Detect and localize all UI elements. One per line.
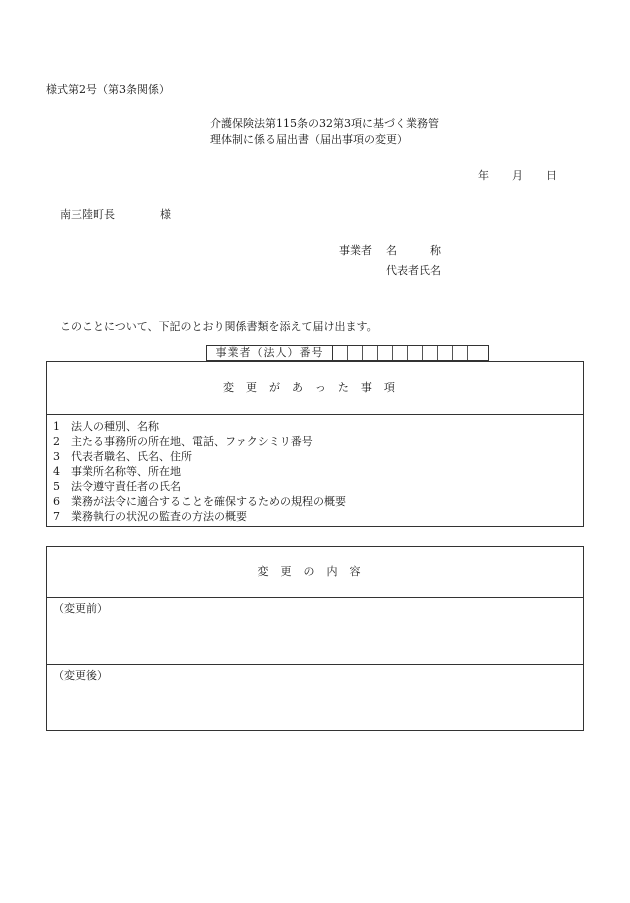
form-number: 様式第2号（第3条関係） (46, 83, 170, 96)
date-line (478, 167, 557, 183)
change-item-number: 4 (53, 465, 60, 478)
year-label: 年 (478, 169, 489, 182)
change-item-number: 1 (53, 420, 60, 433)
business-info (339, 241, 441, 281)
business-number-cell[interactable] (438, 346, 453, 360)
title-line-1: 介護保険法第115条の32第3項に基づく業務管 (210, 117, 439, 130)
business-number-cell[interactable] (333, 346, 348, 360)
month-label: 月 (512, 169, 523, 182)
change-content-table (46, 546, 584, 731)
document-title (210, 116, 439, 148)
changes-table (46, 361, 584, 527)
business-label: 事業者 (339, 244, 372, 257)
change-item-text: 法人の種別、名称 (71, 420, 159, 433)
change-item-text: 主たる事務所の所在地、電話、ファクシミリ番号 (71, 435, 313, 448)
statement: このことについて、下記のとおり関係書類を添えて届け出ます。 (60, 320, 378, 333)
change-item-number: 3 (53, 450, 60, 463)
change-item-number: 5 (53, 480, 60, 493)
change-item (53, 509, 583, 524)
changes-list (47, 415, 583, 524)
change-item (53, 479, 583, 494)
change-item-text: 業務が法令に適合することを確保するための規程の概要 (71, 495, 346, 508)
change-item (53, 419, 583, 434)
addressee-name: 南三陸町長 (60, 208, 115, 221)
after-label: （変更後） (53, 669, 108, 682)
change-item (53, 434, 583, 449)
title-line-2: 理体制に係る届出書（届出事項の変更） (210, 133, 408, 146)
business-number-cell[interactable] (423, 346, 438, 360)
business-number-cell[interactable] (363, 346, 378, 360)
change-item-number: 6 (53, 495, 60, 508)
change-item-number: 7 (53, 510, 60, 523)
change-item (53, 449, 583, 464)
before-label: （変更前） (53, 602, 108, 615)
business-number-field[interactable] (206, 345, 489, 361)
after-section[interactable] (47, 665, 583, 731)
business-number-cell[interactable] (453, 346, 468, 360)
business-number-cell[interactable] (408, 346, 423, 360)
representative-key: 代表者氏名 (386, 264, 441, 277)
business-number-cell[interactable] (378, 346, 393, 360)
addressee (60, 206, 171, 222)
changes-header: 変更があった事項 (47, 362, 583, 415)
business-number-cell[interactable] (348, 346, 363, 360)
change-item-text: 代表者職名、氏名、住所 (71, 450, 192, 463)
addressee-honorific: 様 (160, 208, 171, 221)
business-number-cell[interactable] (468, 346, 488, 360)
change-item (53, 494, 583, 509)
change-item-text: 業務執行の状況の監査の方法の概要 (71, 510, 247, 523)
day-label: 日 (546, 169, 557, 182)
before-section[interactable] (47, 598, 583, 665)
business-number-label: 事業者（法人）番号 (207, 346, 333, 360)
change-item-text: 法令遵守責任者の氏名 (71, 480, 181, 493)
change-item-number: 2 (53, 435, 60, 448)
change-item (53, 464, 583, 479)
change-item-text: 事業所名称等、所在地 (71, 465, 181, 478)
content-header: 変更の内容 (47, 547, 583, 598)
business-name-key: 名 称 (386, 244, 441, 257)
business-number-cell[interactable] (393, 346, 408, 360)
